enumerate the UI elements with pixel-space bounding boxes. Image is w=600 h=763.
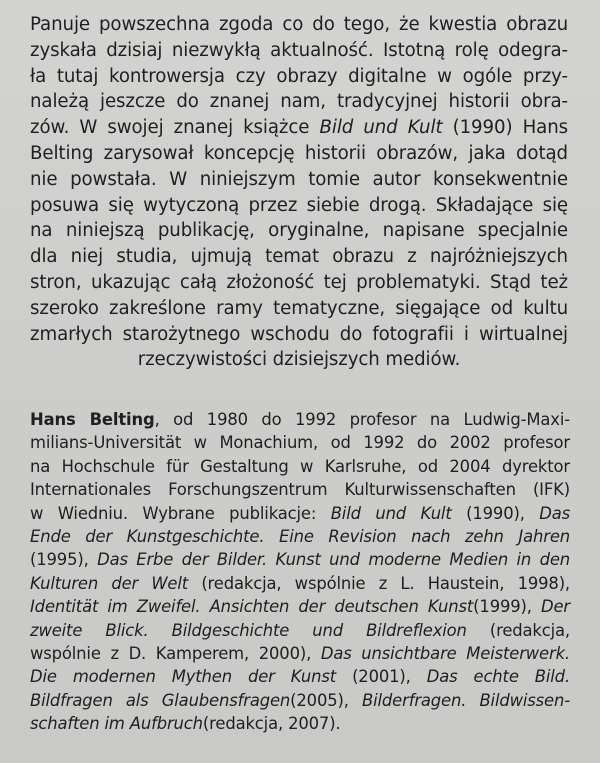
book-title: Bilderfragen. Bildwissen- (362, 690, 570, 710)
text-line (30, 115, 568, 141)
text-line (30, 408, 570, 431)
text-line: na Hochschule für Gestaltung w Karlsruhe, od 2004 dyrektor (30, 456, 570, 476)
book-title: Bildfragen als Glaubensfragen (30, 690, 291, 710)
text-segment: , od 1980 do 1992 profesor na Ludwig-Maxi- (154, 410, 570, 429)
description-paragraph (30, 12, 568, 373)
book-title: Bild und Kult (319, 117, 443, 139)
text-line: posuwa się wytyczoną przez siebie drogą. Składające się (30, 194, 568, 216)
text-line: ła tutaj kontrowersja czy obrazy digitalne w ogóle przy- (30, 65, 568, 87)
text-line: milians-Universität w Monachium, od 1992 do 2002 profesor (30, 433, 570, 453)
book-title: Das echte Bild. (426, 667, 570, 687)
text-segment: w Wiedniu. Wybrane publikacje: (30, 503, 317, 523)
author-name: Hans Belting (30, 410, 155, 429)
text-line: Internationales Forschungszentrum Kulturwissenschaften (IFK) (30, 480, 570, 500)
text-line (30, 642, 570, 665)
text-line: zmarłych starożytnego wschodu do fotografii i wirtualnej (30, 323, 568, 345)
text-line: Belting zarysował koncepcję historii obrazów, jaka dotąd (30, 142, 568, 164)
text-line: dla niej studia, ujmują temat obrazu z najróżniejszych (30, 246, 568, 268)
book-title: schaften im Aufbruch (30, 714, 203, 734)
text-line: należą jeszcze do znanej nam, tradycyjnej historii obra- (30, 91, 568, 113)
book-title: zweite Blick. Bildgeschichte und Bildreflexion (30, 620, 467, 640)
text-line (30, 572, 570, 595)
text-segment: (1995), (30, 550, 89, 570)
book-title: Der (541, 597, 570, 617)
text-line: zyskała dzisiaj niezwykłą aktualność. Istotną rolę odegra- (30, 39, 568, 61)
book-title: Das unsichtbare Meisterwerk. (320, 644, 570, 664)
text-segment: (2001), (352, 667, 411, 687)
text-line: nie powstała. W niniejszym tomie autor konsekwentnie (30, 168, 568, 190)
text-line: stron, ukazując całą złożoność tej problematyki. Stąd też (30, 271, 568, 293)
book-title: Bild und Kult (330, 503, 452, 523)
text-line: na niniejszą publikację, oryginalne, napisane specjalnie (30, 220, 568, 242)
text-line (30, 689, 570, 712)
book-title: Die modernen Mythen der Kunst (30, 667, 337, 687)
text-line (30, 525, 570, 548)
book-title: Identität im Zweifel. Ansichten der deutschen Kunst (30, 597, 474, 617)
text-segment: (redakcja, wspólnie z L. Haustein, 1998), (201, 573, 570, 593)
author-bio-paragraph (30, 408, 570, 736)
text-line (30, 502, 570, 525)
book-title: Kulturen der Welt (30, 573, 189, 593)
text-line (30, 619, 570, 642)
text-segment: (1990) Hans (452, 117, 568, 139)
text-segment: (redakcja, 2007). (202, 714, 341, 734)
text-line (30, 595, 570, 618)
text-line: Panuje powszechna zgoda co do tego, że kwestia obrazu (30, 14, 568, 35)
text-segment: (1990), (466, 503, 525, 523)
book-title: Das (539, 503, 571, 523)
text-line: rzeczywistości dzisiejszych mediów. (137, 349, 461, 371)
text-segment: (2005), (290, 690, 349, 710)
text-line (30, 548, 570, 571)
book-title: Ende der Kunstgeschichte. Eine Revision nach zehn Jahren (30, 527, 570, 547)
text-line (30, 665, 570, 688)
book-title: Das Erbe der Bilder. Kunst und moderne Medien in den (97, 550, 571, 570)
text-segment: (1999), (473, 597, 532, 617)
text-segment: wspólnie z D. Kamperem, 2000), (30, 644, 312, 664)
text-line (30, 712, 570, 735)
text-segment: zów. W swojej znanej książce (30, 117, 310, 139)
text-line: szeroko zakreślone ramy tematyczne, sięgające od kultu (30, 297, 568, 319)
text-segment: (redakcja, (489, 620, 570, 640)
